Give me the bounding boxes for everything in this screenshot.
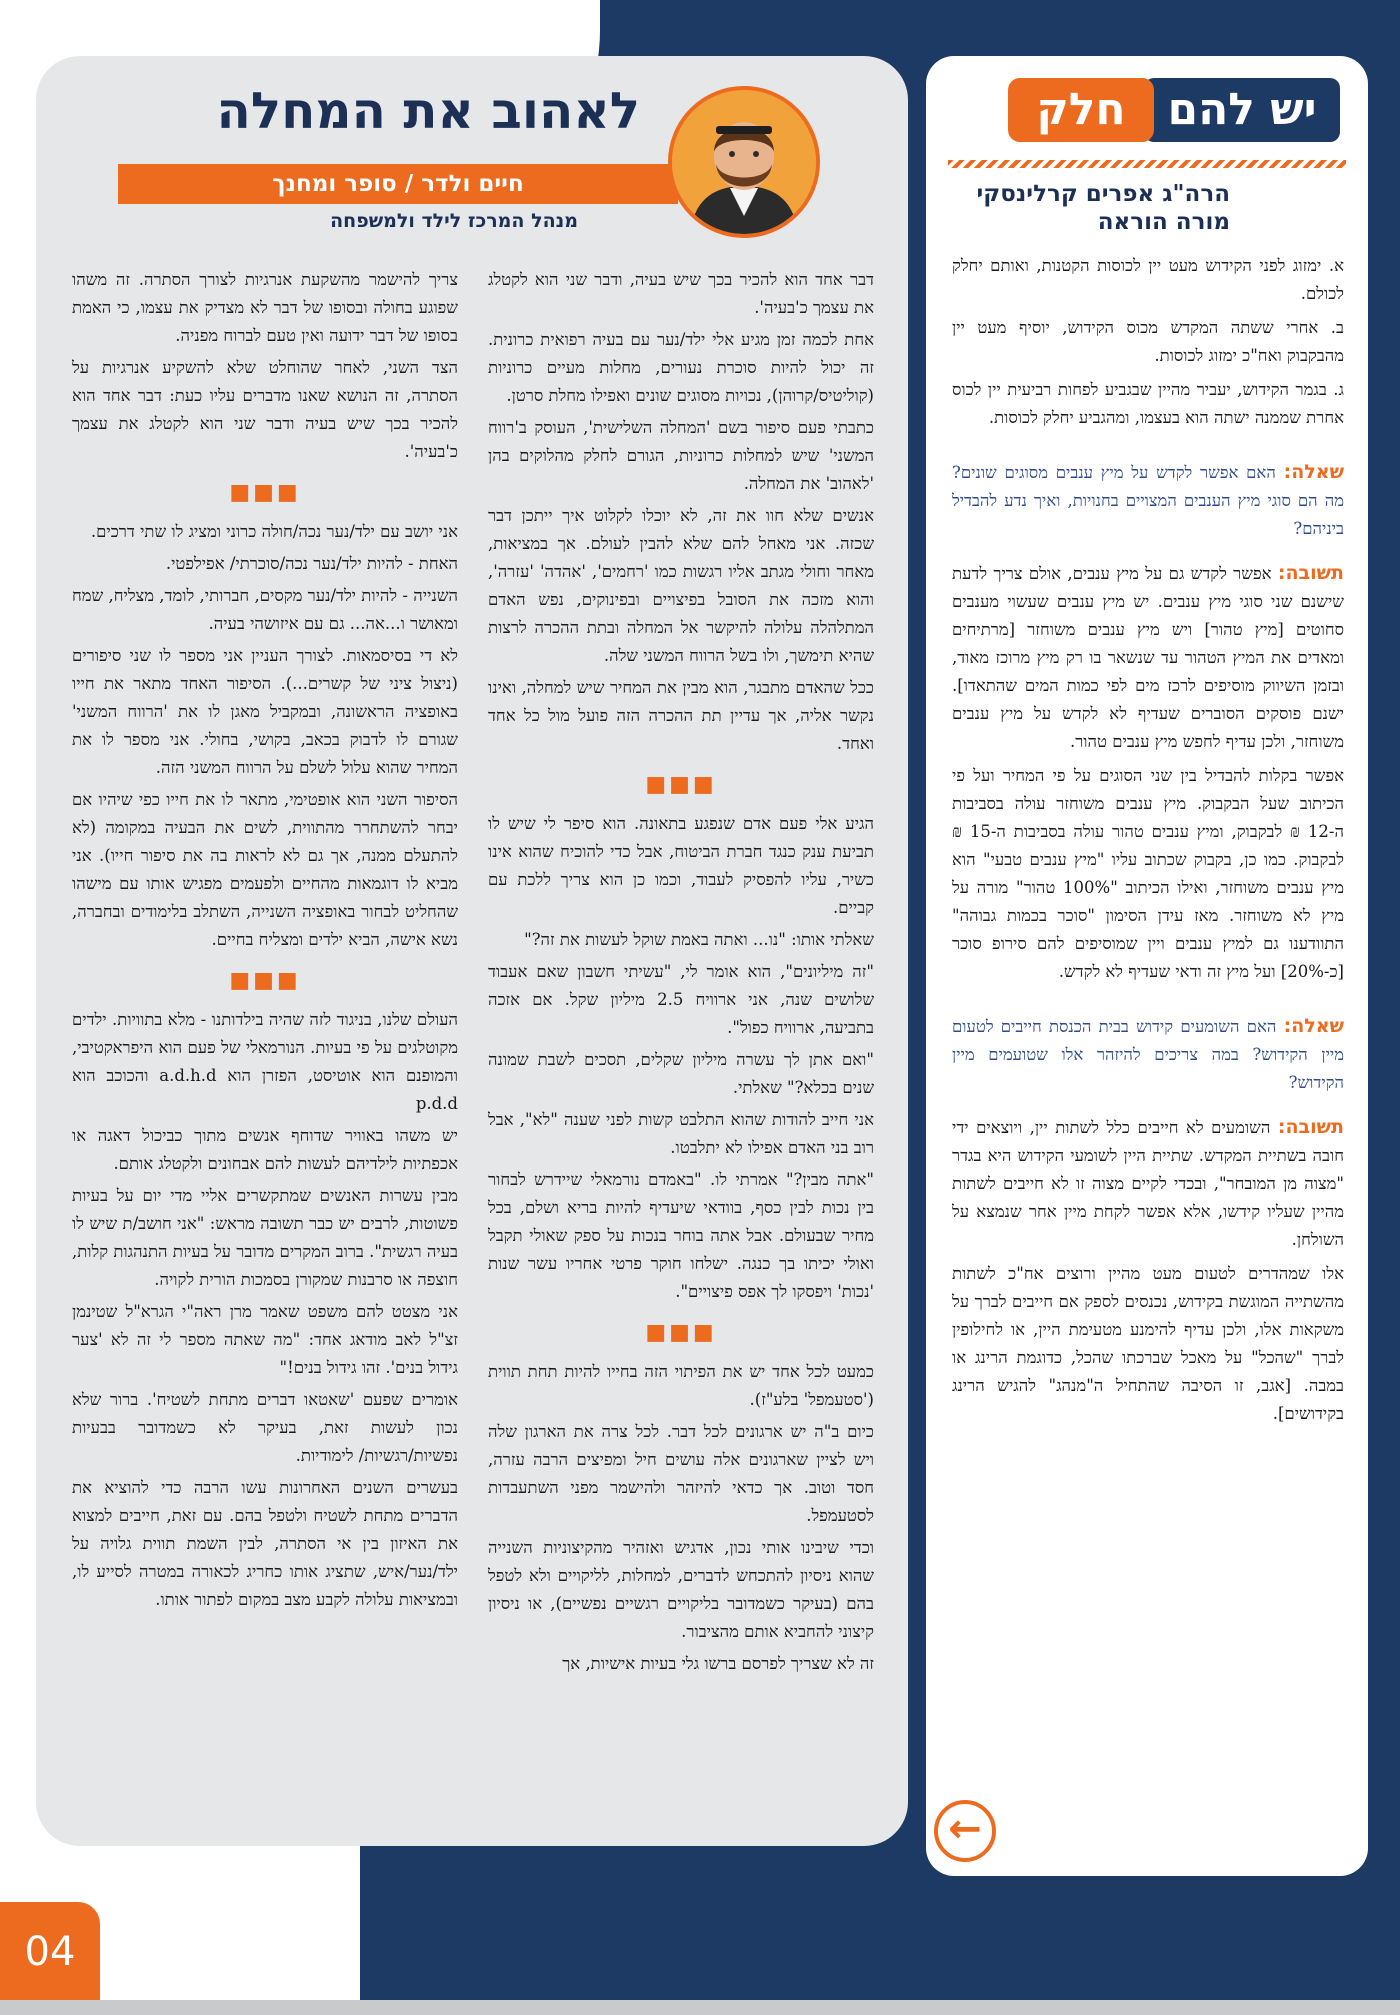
- qa-author: [977, 180, 1230, 236]
- article-column-left: [72, 266, 458, 1618]
- author-portrait-icon: [672, 90, 816, 234]
- paragraph: "אתה מבין?" אמרתי לו. "באמדם נורמאלי שיידרש לבחור בין נכות לבין כסף, בוודאי שיעדיף להיות בריא ושלם, בכל מחיר שבעולם. אבל אתה בוחר בנכות על ספק שאולי תקבל ואולי יכיתו בך כנגה. ישלחו חוקר פרטי אחריו עשר שנות 'נכות' ויפסקו לך אפס פיצויים".: [488, 1170, 874, 1301]
- question-text: האם אפשר לקדש על מיץ ענבים מסוגים שונים? מה הם סוגי מיץ הענבים המצויים בחנויות, ואיך נדע להבדיל ביניהם?: [952, 463, 1344, 538]
- answer-text: השומעים לא חייבים כלל לשתות יין, ויוצאים ידי חובה בשתיית המקדש. שתיית היין לשומעי הקידוש היא בגדר "מצוה מן המובחר", ובכדי לקיים מצוה זו לא חייבים לשתות מהיין שעליו קידשו, אלא אפשר לקחת מיין אחר שנמצא על השולחן.: [952, 1118, 1344, 1249]
- question-text: האם השומעים קידוש בבית הכנסת חייבים לטעום מיין הקידוש? במה צריכים להיזהר אלו שטועמים מיין הקידוש?: [952, 1017, 1344, 1092]
- article-panel: [36, 56, 908, 1846]
- article-column-right: [488, 266, 874, 1682]
- author-name: הרה"ג אפרים קרלינסקי: [976, 181, 1230, 207]
- answer-text: אלו שמהדרים לטעום מעט מהיין ורוצים אח"כ לשתות מהשתייה המוגשת בקידוש, נכנסים לספק אם חייבים לברך על משקאות אלו, ולכן עדיף להימנע מטעימת היין, או לחילופין לברך "שהכל" על מאכל שברכתו שהכל, כדוגמת הרינג או במבה. [אגב, זו הסיבה שהתחיל ה"מנהג" להגיש הרינג בקידושים].: [952, 1264, 1344, 1423]
- answer-1: [952, 559, 1344, 756]
- qa-panel: [926, 56, 1368, 1876]
- paragraph: אני מצטט להם משפט שאמר מרן ראה"י הגרא"ל שטינמן זצ"ל לאב מודאג אחד: "מה שאתה מספר לי זה לא 'צער גידול בנים'. זהו גידול בנים!": [72, 1302, 458, 1377]
- intro-item: ג. בגמר הקידוש, יעביר מהיין שבגביע לפחות רביעית יין לכוס אחרת שממנה ישתה הוא בעצמו, ומהגביע יחלק לכוסות.: [952, 380, 1344, 427]
- paragraph: "ואם אתן לך עשרה מיליון שקלים, תסכים לשבת שמונה שנים בכלא?" שאלתי.: [488, 1050, 874, 1097]
- article-title: לאהוב את המחלה: [216, 82, 640, 140]
- decorative-rule: [948, 160, 1346, 168]
- answer-2: [952, 1113, 1344, 1254]
- paragraph: האחת - להיות ילד/נער נכה/סוכרתי/ אפילפטי.: [165, 554, 458, 573]
- question-1: [952, 458, 1344, 543]
- paragraph: מבין עשרות האנשים שמתקשרים אליי מדי יום על בעיות פשוטות, לרבים יש כבר תשובה מראש: "אני חושב/ת שיש לו בעיה רגשית". ברוב המקרים מדובר על בעיות התנהגות קלות, חוצפה או סרבנות שמקורן בסמכות הורית לקויה.: [72, 1186, 458, 1289]
- column-logo: [1004, 78, 1340, 142]
- paragraph: אומרים שפעם 'שאטאו דברים מתחת לשטיח'. ברור שלא נכון לעשות זאת, בעיקר לא כשמדובר בבעיות נפשיות/רגשיות/ לימודיות.: [72, 1390, 458, 1465]
- logo-part-2: חלק: [1008, 78, 1154, 142]
- section-separator: ■■■: [645, 1319, 717, 1345]
- section-separator: ■■■: [229, 479, 301, 505]
- paragraph: ככל שהאדם מתבגר, הוא מבין את המחיר שיש למחלה, ואינו נקשר אליה, אך עדיין תת ההכרה הזה פועל מול כל אחד ואחד.: [488, 678, 874, 753]
- paragraph: אני חייב להודות שהוא התלבט קשות לפני שענה "לא", אבל רוב בני האדם אפילו לא יתלבטו.: [488, 1110, 874, 1157]
- paragraph: "זה מיליונים", הוא אומר לי, "עשיתי חשבון שאם אעבוד שלושים שנה, אני ארוויח 2.5 מיליון שקל. אם אזכה בתביעה, ארוויח כפול".: [488, 962, 874, 1037]
- bottom-strip: [0, 2000, 1400, 2015]
- paragraph: בעשרים השנים האחרונות עשו הרבה כדי להוציא את הדברים מתחת לשטיח ולטפל בהם. עם זאת, חייבים למצוא את האיזון בין אי הסתרה, לבין השמת תווית גלויה על ילד/נער/איש, שתציג אותו כחריג לכאורה במטרה לסייע לו, ובמציאות עלולה לקבע מצב במקום לפתור אותו.: [72, 1478, 458, 1609]
- paragraph: העולם שלנו, בניגוד לזה שהיה בילדותנו - מלא בתוויות. ילדים מקוטלגים על פי בעיות. הנורמאלי של פעם הוא היפראקטיבי, והמופנם הוא אוטיסט, הפזרן הוא a.d.h.d והכוכב הוא p.d.d: [72, 1010, 458, 1113]
- paragraph: הסיפור השני הוא אופטימי, מתאר לו את חייו כפי שיהיו אם יבחר להשתחרר מהתווית, לשים את הבעיה במקומה (לא להתעלם ממנה, אך גם לא לראות בה את סיפור חייו). אני מביא לו דוגמאות מהחיים ולפעמים מפגיש אותו עם מישהו שהחליט לבחור באופציה השנייה, השתלב בלימודים ובחברה, נשא אישה, הביא ילדים ומצליח בחיים.: [72, 790, 458, 949]
- paragraph: הגיע אלי פעם אדם שנפגע בתאונה. הוא סיפר לי שיש לו תביעת ענק כנגד חברת הביטוח, אבל כדי להוכיח שהוא אינו כשיר, עליו להפסיק לעבוד, וכמו כן הוא צריך ללכת עם קביים.: [488, 814, 874, 917]
- answer-text: אפשר בקלות להבדיל בין שני הסוגים על פי המחיר ועל פי הכיתוב שעל הבקבוק. מיץ ענבים משוחזר עולה בסביבות ה-12 ₪ לבקבוק, ומיץ ענבים טהור עולה בסביבות ה-15 ₪ לבקבוק. כמו כן, בקבוק שכתוב עליו "מיץ ענבים טבעי" הוא מיץ ענבים משוחזר, ואילו הכיתוב "100% טהור" מורה על מיץ לא משוחזר. מאז עידן הסימון "סוכר בכמות גבוהה" התוודענו גם למיץ ענבים ויין שמוסיפים להם סירופ סוכר [כ-20%] ועל מיץ זה ודאי שעדיף לא לקדש.: [952, 766, 1345, 981]
- article-byline: חיים ולדר / סופר ומחנך: [118, 164, 678, 204]
- answer-label: תשובה:: [1277, 1116, 1344, 1138]
- paragraph: כמעט לכל אחד יש את הפיתוי הזה בחייו להיות תחת תווית ('סטעמפל' בלע"ז).: [488, 1362, 874, 1409]
- paragraph: דבר אחד הוא להכיר בכך שיש בעיה, ודבר שני הוא לקטלג את עצמך כ'בעיה'.: [488, 270, 874, 317]
- question-2: [952, 1012, 1344, 1097]
- intro-item: ב. אחרי ששתה המקדש מכוס הקידוש, יוסיף מעט יין מהבקבוק ואח"כ ימזוג לכוסות.: [952, 318, 1344, 365]
- paragraph: הצד השני, לאחר שהוחלט שלא להשקיע אנרגיות על הסתרה, זה הנושא שאנו מדברים עליו כעת: דבר אחד הוא להכיר בכך שיש בעיה ודבר שני הוא לקטלג את עצמך כ'בעיה'.: [72, 358, 458, 461]
- intro-item: א. ימזוג לפני הקידוש מעט יין לכוסות הקטנות, ואותם יחלק לכולם.: [952, 256, 1344, 303]
- paragraph: אני יושב עם ילד/נער נכה/חולה כרוני ומציג לו שתי דרכים.: [90, 522, 458, 541]
- paragraph: לא די בסיסמאות. לצורך העניין אני מספר לו שני סיפורים (ניצול ציני של קשרים...). הסיפור האחד מתאר את חייו באופציה הראשונה, ובמקביל מאגן לו את 'הרווח המשני' שגורם לו לדבוק בכאב, בקושי, בחולי. אני מספר לו את המחיר שהוא עלול לשלם על הרווח המשני הזה.: [72, 646, 458, 777]
- arrow-left-icon[interactable]: ←: [934, 1800, 996, 1862]
- logo-part-1: יש להם: [1144, 78, 1340, 142]
- paragraph: זה לא שצריך לפרסם ברשו גלי בעיות אישיות, אך: [562, 1654, 874, 1673]
- author-avatar: [668, 86, 820, 238]
- section-separator: ■■■: [229, 967, 301, 993]
- paragraph: צריך להישמר מהשקעת אנרגיות לצורך הסתרה. זה משהו שפוגע בחולה ובסופו של דבר לא מצדיק את עצמו, כי האמת בסופו של דבר ידועה ואין טעם לברוח מפניה.: [72, 270, 458, 345]
- article-subtitle: מנהל המרכז לילד ולמשפחה: [330, 210, 578, 232]
- qa-body: [952, 252, 1344, 1434]
- paragraph: כתבתי פעם סיפור בשם 'המחלה השלישית', העוסק ב'רווח המשני' שיש למחלות כרוניות, הגורם לחלק מהלוקים בהן 'לאהוב' את המחלה.: [488, 418, 874, 493]
- paragraph: אחת לכמה זמן מגיע אלי ילד/נער עם בעיה רפואית כרונית. זה יכול להיות סוכרת נעורים, מחלות מעיים כרוניות (קוליטיס/קרוהן), נכויות מסוגים שונים ואפילו מחלת סרטן.: [488, 330, 874, 405]
- answer-text: אפשר לקדש גם על מיץ ענבים, אולם צריך לדעת שישנם שני סוגי מיץ ענבים. יש מיץ ענבים שעשוי מענבים סחוטים [מיץ טהור] ויש מיץ ענבים משוחזר [מרתיחים ומאדים את המיץ הטהור עד שנשאר בו רק מיץ מרוכז מאוד, ובזמן השיווק מוסיפים לרכז מים לפי כמות המים שהתאדו]. ישנם פוסקים הסוברים שעדיף לא לקדש על מיץ ענבים משוחזר, ולכן עדיף לחפש מיץ ענבים טהור.: [952, 564, 1344, 751]
- paragraph: כיום ב"ה יש ארגונים לכל דבר. לכל צרה את הארגון שלה ויש לציין שארגונים אלה עושים חיל ומפיצים הרבה עזרה, חסד וטוב. אך כדאי להיזהר ולהישמר מפני השתעבדות לסטעמפל.: [488, 1422, 874, 1525]
- question-label: שאלה:: [1283, 1015, 1344, 1037]
- section-separator: ■■■: [645, 771, 717, 797]
- paragraph: שאלתי אותו: "נו... ואתה באמת שוקל לעשות את זה?": [524, 930, 874, 949]
- paragraph: וכדי שיבינו אותי נכון, אדגיש ואזהיר מהקיצוניות השנייה שהוא ניסיון להתכחש לדברים, למחלות, לליקויים ולא לטפל בהם (בעיקר כשמדובר בליקויים רגשיים נפשיים), או ניסיון קיצוני להחביא אותם מהציבור.: [488, 1538, 874, 1641]
- paragraph: השנייה - להיות ילד/נער מקסים, חברותי, לומד, מצליח, שמח ומאושר ו...אה... גם עם איזושהי בעיה.: [72, 586, 458, 633]
- page-number: 04: [0, 1902, 100, 2000]
- author-role: מורה הוראה: [1097, 209, 1230, 235]
- question-label: שאלה:: [1283, 461, 1344, 483]
- paragraph: אנשים שלא חוו את זה, לא יוכלו לקלוט איך ייתכן דבר שכזה. אני מאחל להם שלא להבין לעולם. אך במציאות, מאחר וחולי מגתב אליו רגשות כמו 'רחמים', 'אהדה' 'עזרה', והוא מזכה את הסובל בפיצויים ובפינוקים, נפש האדם המתלהלה עלולה להיקשר אל המחלה ובתת ההכרה לרצות שהיא תימשך, ולו בשל הרווח המשני שלה.: [488, 506, 874, 665]
- answer-label: תשובה:: [1277, 562, 1344, 584]
- paragraph: יש משהו באוויר שדוחף אנשים מתוך כביכול דאגה או אכפתיות לילדיהם לעשות להם אבחונים ולקטלג אותם.: [72, 1126, 458, 1173]
